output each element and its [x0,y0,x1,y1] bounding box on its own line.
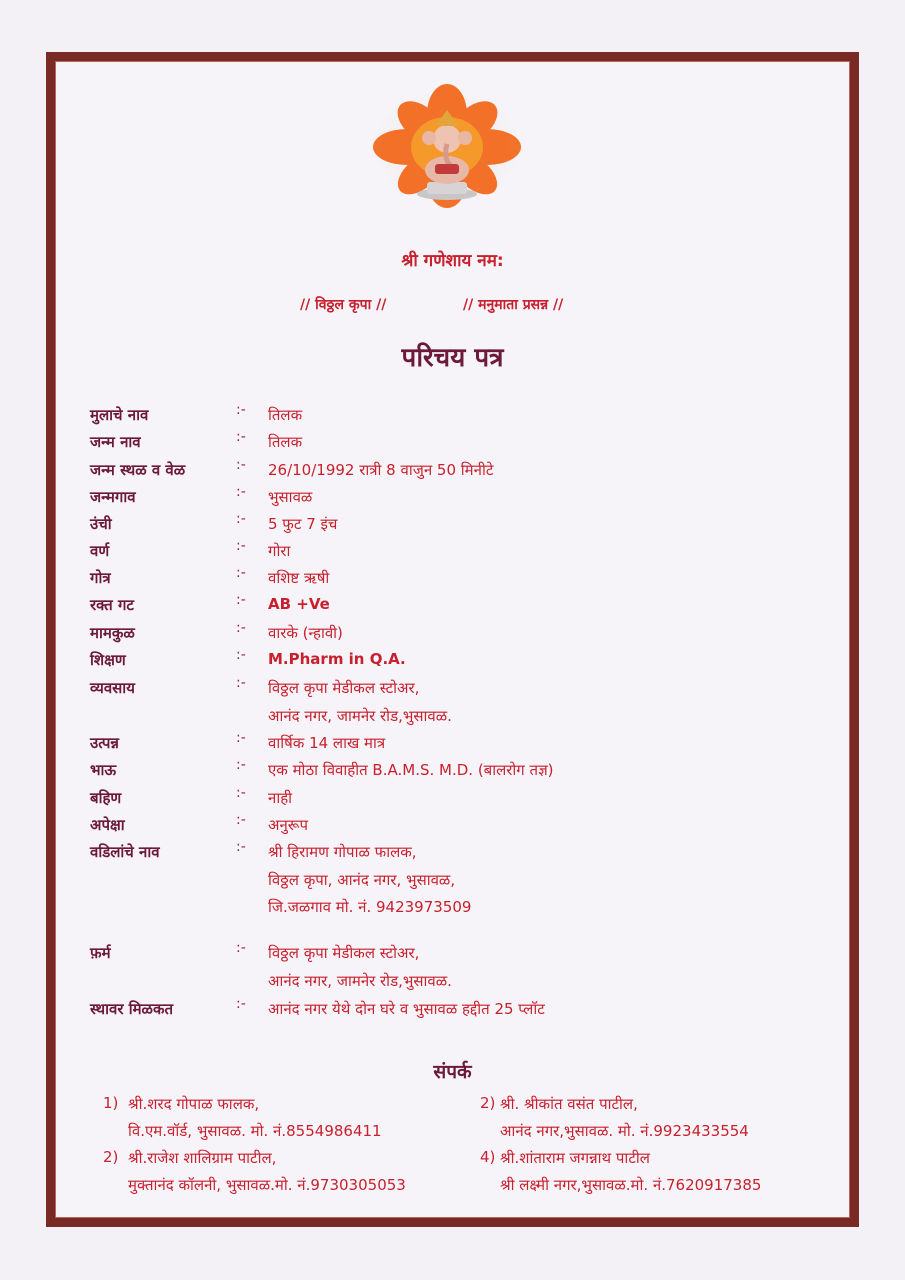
field-value: श्री हिरामण गोपाळ फालक, [268,843,417,861]
field-value: आनंद नगर येथे दोन घरे व भुसावळ हद्दीत 25 प्लॉट [268,1000,545,1018]
field-value: जि.जळगाव मो. नं. 9423973509 [268,898,472,916]
page-title: परिचय पत्र [401,343,504,373]
field-separator: :- [236,785,246,801]
field-label: वडिलांचे नाव [90,843,160,861]
field-value: 26/10/1992 रात्री 8 वाजुन 50 मिनीटे [268,461,494,479]
contact-heading: संपर्क [433,1061,472,1083]
field-value: गोरा [268,542,291,560]
field-label: वर्ण [90,542,110,560]
field-value: आनंद नगर, जामनेर रोड,भुसावळ. [268,971,452,990]
field-separator: :- [236,484,246,500]
field-label: मामकुळ [90,624,135,642]
field-label: गोत्र [90,569,111,587]
field-separator: :- [236,675,246,691]
contact-number: 1) [103,1094,119,1112]
contact-number: 4) [480,1148,496,1166]
field-separator: :- [236,996,246,1012]
field-separator: :- [236,565,246,581]
field-label: जन्म नाव [90,433,141,451]
field-value: एक मोठा विवाहीत B.A.M.S. M.D. (बालरोग तज्ञ) [268,761,554,779]
contact-name: श्री.राजेश शालिग्राम पाटील, [128,1149,277,1167]
contact-detail: श्री लक्ष्मी नगर,भुसावळ.मो. नं.7620917385 [500,1176,762,1194]
field-value: विठ्ठल कृपा, आनंद नगर, भुसावळ, [268,870,456,889]
field-label: स्थावर मिळकत [90,1000,174,1018]
sub-heading-right: // मनुमाता प्रसन्न // [463,297,564,313]
field-separator: :- [236,757,246,773]
field-label: मुलाचे नाव [90,406,149,424]
ganesha-flower-icon [365,84,530,210]
sub-heading-left: // विठ्ठल कृपा // [300,297,387,313]
field-value: विठ्ठल कृपा मेडीकल स्टोअर, [268,944,420,962]
page-border-frame [46,52,859,1227]
field-label: भाऊ [90,761,117,779]
contact-number: 2) [103,1148,119,1166]
field-label: जन्मगाव [90,488,136,506]
contact-name: श्री. श्रीकांत वसंत पाटील, [500,1095,638,1113]
field-label: बहिण [90,789,122,807]
field-separator: :- [236,620,246,636]
contact-name: श्री.शांताराम जगन्नाथ पाटील [500,1149,650,1167]
field-value: अनुरूप [268,816,308,834]
contact-detail: आनंद नगर,भुसावळ. मो. नं.9923433554 [500,1122,749,1140]
field-value: वार्षिक 14 लाख मात्र [268,734,386,752]
field-label: फ़र्म [90,944,111,962]
field-value: AB +Ve [268,595,330,613]
contact-detail: मुक्तानंद कॉलनी, भुसावळ.मो. नं.9730305053 [128,1176,406,1194]
field-value: भुसावळ [268,488,313,506]
field-label: अपेक्षा [90,816,125,834]
field-separator: :- [236,429,246,445]
field-separator: :- [236,538,246,554]
field-value: तिलक [268,406,303,424]
field-value: 5 फुट 7 इंच [268,515,338,533]
field-separator: :- [236,730,246,746]
shloka-heading: श्री गणेशाय नम: [401,251,504,271]
field-value: नाही [268,789,293,807]
field-value: विठ्ठल कृपा मेडीकल स्टोअर, [268,679,420,697]
field-separator: :- [236,812,246,828]
contact-number: 2) [480,1094,496,1112]
contact-name: श्री.शरद गोपाळ फालक, [128,1095,260,1113]
field-separator: :- [236,647,246,663]
field-value: M.Pharm in Q.A. [268,650,406,668]
field-value: वारके (न्हावी) [268,624,343,642]
contact-detail: वि.एम.वॉर्ड, भुसावळ. मो. नं.8554986411 [128,1122,382,1140]
field-label: उत्पन्न [90,734,119,752]
field-value: तिलक [268,433,303,451]
field-label: रक्त गट [90,596,134,614]
field-separator: :- [236,940,246,956]
field-value: वशिष्ट ऋषी [268,569,330,587]
field-separator: :- [236,511,246,527]
field-separator: :- [236,457,246,473]
field-separator: :- [236,592,246,608]
field-separator: :- [236,402,246,418]
field-label: उंची [90,515,112,533]
field-label: व्यवसाय [90,679,135,697]
field-label: शिक्षण [90,651,126,669]
field-label: जन्म स्थळ व वेळ [90,461,186,479]
field-separator: :- [236,839,246,855]
field-value: आनंद नगर, जामनेर रोड,भुसावळ. [268,706,452,725]
